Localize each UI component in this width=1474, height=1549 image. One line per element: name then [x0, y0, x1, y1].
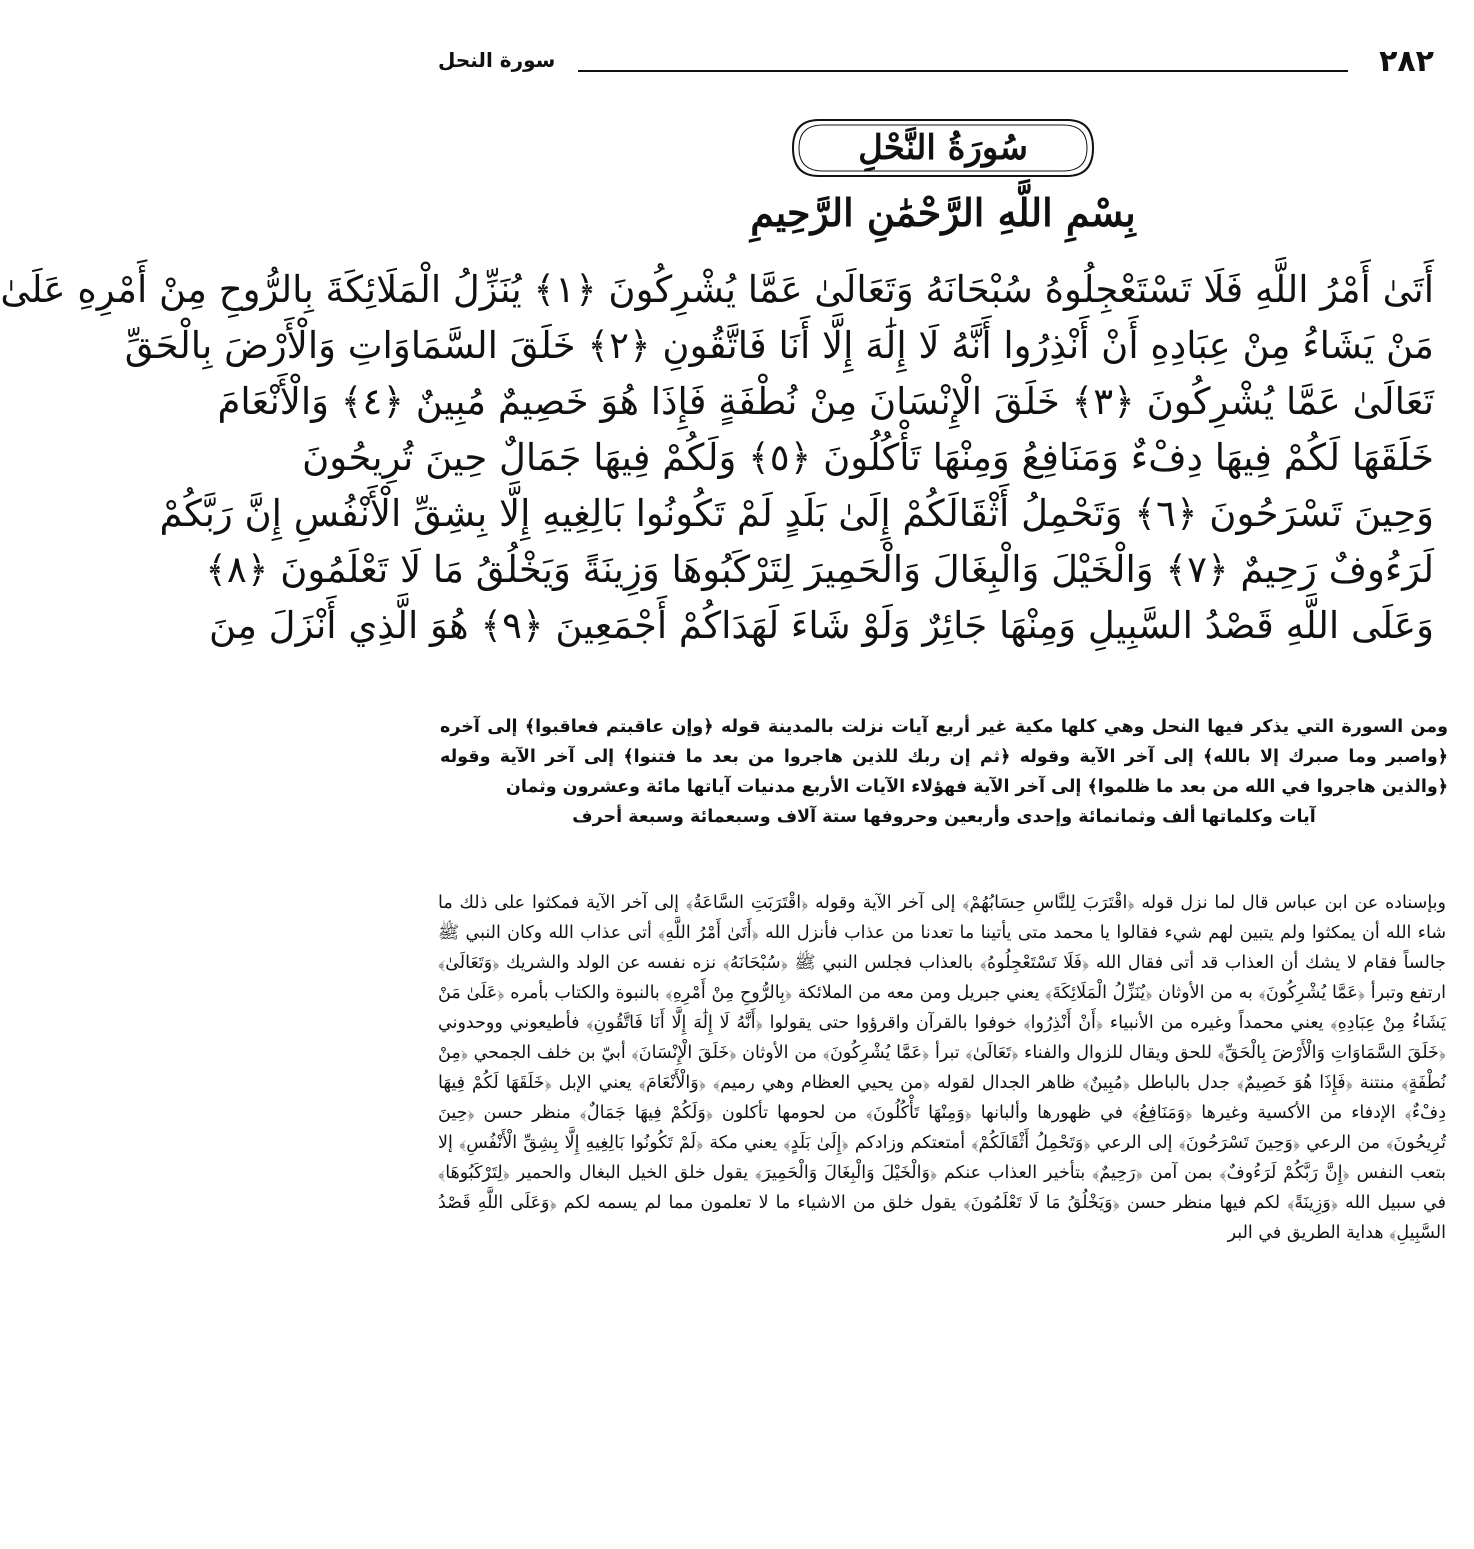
tafsir-paragraph: وبإسناده عن ابن عباس قال لما نزل قوله ﴿اقْتَرَبَ لِلنَّاسِ حِسَابُهُمْ﴾ إلى آخر الآية وقوله ﴿اقْتَرَبَتِ السَّاعَةُ﴾ إلى آخر الآية فمكثوا على ذلك ما شاء الله أن يمكثوا ولم يتبين لهم شيء فقالوا يا محمد متى يأتينا ما تعدنا من عذاب فأنزل الله ﴿أَتَىٰ أَمْرُ اللَّهِ﴾ أتى عذاب الله وكان النبي ﷺ جالساً فقام لا يشك أن العذاب قد أتى فقال الله ﴿فَلَا تَسْتَعْجِلُوهُ﴾ بالعذاب فجلس النبي ﷺ ﴿سُبْحَانَهُ﴾ نزه نفسه عن الولد والشريك ﴿وَتَعَالَىٰ﴾ ارتفع وتبرأ ﴿عَمَّا يُشْرِكُونَ﴾ به من الأوثان ﴿يُنَزِّلُ الْمَلَائِكَةَ﴾ يعني جبريل ومن معه من الملائكة ﴿بِالرُّوحِ مِنْ أَمْرِهِ﴾ بالنبوة والكتاب بأمره ﴿عَلَىٰ مَنْ يَشَاءُ مِنْ عِبَادِهِ﴾ يعني محمداً وغيره من الأنبياء ﴿أَنْ أَنْذِرُوا﴾ خوفوا بالقرآن واقرؤوا حتى يقولوا ﴿أَنَّهُ لَا إِلَٰهَ إِلَّا أَنَا فَاتَّقُونِ﴾ فأطيعوني ووحدوني ﴿خَلَقَ السَّمَاوَاتِ وَالْأَرْضَ بِالْحَقِّ﴾ للحق ويقال للزوال والفناء ﴿تَعَالَىٰ﴾ تبرأ ﴿عَمَّا يُشْرِكُونَ﴾ من الأوثان ﴿خَلَقَ الْإِنْسَانَ﴾ أبيّ بن خلف الجمحي ﴿مِنْ نُطْفَةٍ﴾ منتنة ﴿فَإِذَا هُوَ خَصِيمٌ﴾ جدل بالباطل ﴿مُبِينٌ﴾ ظاهر الجدال لقوله ﴿من يحيي العظام وهي رميم﴾ ﴿وَالْأَنْعَامَ﴾ يعني الإبل ﴿خَلَقَهَا لَكُمْ فِيهَا دِفْءٌ﴾ الإدفاء من الأكسية وغيرها ﴿وَمَنَافِعُ﴾ في ظهورها وألبانها ﴿وَمِنْهَا تَأْكُلُونَ﴾ من لحومها تأكلون ﴿وَلَكُمْ فِيهَا جَمَالٌ﴾ منظر حسن ﴿حِينَ تُرِيحُونَ﴾ من الرعي ﴿وَحِينَ تَسْرَحُونَ﴾ إلى الرعي ﴿وَتَحْمِلُ أَثْقَالَكُمْ﴾ أمتعتكم وزادكم ﴿إِلَىٰ بَلَدٍ﴾ يعني مكة ﴿لَمْ تَكُونُوا بَالِغِيهِ إِلَّا بِشِقِّ الْأَنْفُسِ﴾ إلا بتعب النفس ﴿إِنَّ رَبَّكُمْ لَرَءُوفٌ﴾ بمن آمن ﴿رَحِيمٌ﴾ بتأخير العذاب عنكم ﴿وَالْخَيْلَ وَالْبِغَالَ وَالْحَمِيرَ﴾ يقول خلق الخيل البغال والحمير ﴿لِتَرْكَبُوهَا﴾ في سبيل الله ﴿وَزِينَةً﴾ لكم فيها منظر حسن ﴿وَيَخْلُقُ مَا لَا تَعْلَمُونَ﴾ يقول خلق من الاشياء ما لا تعلمون مما لم يسمه لكم ﴿وَعَلَى اللَّهِ قَصْدُ السَّبِيلِ﴾ هداية الطريق في البر [438, 893, 1446, 1243]
intro-paragraph: ومن السورة التي يذكر فيها النحل وهي كلها مكية غير أربع آيات نزلت بالمدينة قوله ﴿وإن عاقبتم فعاقبوا﴾ إلى آخره ﴿واصبر وما صبرك إلا بالله﴾ إلى آخر الآية وقوله ﴿ثم إن ربك للذين هاجروا من بعد ما فتنوا﴾ إلى آخر الآية وقوله ﴿والذين هاجروا في الله من بعد ما ظلموا﴾ إلى آخر الآية فهؤلاء الآيات الأربع مدنيات آياتها مائة وعشرون وثمان [440, 717, 1448, 797]
verse-line: خَلَقَهَا لَكُمْ فِيهَا دِفْءٌ وَمَنَافِعُ وَمِنْهَا تَأْكُلُونَ ﴿٥﴾ وَلَكُمْ فِيهَا جَمَالٌ حِينَ تُرِيحُونَ [302, 436, 1434, 479]
header-rule [578, 70, 1348, 72]
surah-title-banner [789, 116, 1097, 180]
page-header [438, 44, 1448, 80]
page-number: ٢٨٢ [1379, 44, 1434, 79]
verse-line: تَعَالَىٰ عَمَّا يُشْرِكُونَ ﴿٣﴾ خَلَقَ الْإِنْسَانَ مِنْ نُطْفَةٍ فَإِذَا هُوَ خَصِيمٌ مُبِينٌ ﴿٤﴾ وَالْأَنْعَامَ [217, 380, 1434, 423]
verse-line: وَعَلَى اللَّهِ قَصْدُ السَّبِيلِ وَمِنْهَا جَائِرٌ وَلَوْ شَاءَ لَهَدَاكُمْ أَجْمَعِينَ ﴿٩﴾ هُوَ الَّذِي أَنْزَلَ مِنَ [208, 604, 1434, 647]
basmala: بِسْمِ اللَّهِ الرَّحْمَٰنِ الرَّحِيمِ [750, 190, 1136, 235]
surah-title: سُورَةُ النَّحْلِ [858, 128, 1028, 168]
verse-line: وَحِينَ تَسْرَحُونَ ﴿٦﴾ وَتَحْمِلُ أَثْقَالَكُمْ إِلَىٰ بَلَدٍ لَمْ تَكُونُوا بَالِغِيهِ إِلَّا بِشِقِّ الْأَنْفُسِ إِنَّ رَبَّكُمْ [159, 492, 1434, 535]
quran-verses [0, 262, 1434, 654]
verse-line: لَرَءُوفٌ رَحِيمٌ ﴿٧﴾ وَالْخَيْلَ وَالْبِغَالَ وَالْحَمِيرَ لِتَرْكَبُوهَا وَزِينَةً وَيَخْلُقُ مَا لَا تَعْلَمُونَ ﴿٨﴾ [205, 548, 1434, 591]
verse-line: أَتَىٰ أَمْرُ اللَّهِ فَلَا تَسْتَعْجِلُوهُ سُبْحَانَهُ وَتَعَالَىٰ عَمَّا يُشْرِكُونَ ﴿١﴾ يُنَزِّلُ الْمَلَائِكَةَ بِالرُّوحِ مِنْ أَمْرِهِ عَلَىٰ [0, 268, 1434, 311]
surah-introduction [440, 712, 1448, 832]
running-title: سورة النحل [438, 48, 556, 72]
intro-paragraph: آيات وكلماتها ألف وثمانمائة وإحدى وأربعين وحروفها ستة آلاف وسبعمائة وسبعة أحرف [572, 807, 1316, 827]
verse-line: مَنْ يَشَاءُ مِنْ عِبَادِهِ أَنْ أَنْذِرُوا أَنَّهُ لَا إِلَٰهَ إِلَّا أَنَا فَاتَّقُونِ ﴿٢﴾ خَلَقَ السَّمَاوَاتِ وَالْأَرْضَ بِالْحَقِّ [124, 324, 1434, 367]
tafsir-commentary [438, 888, 1446, 1248]
